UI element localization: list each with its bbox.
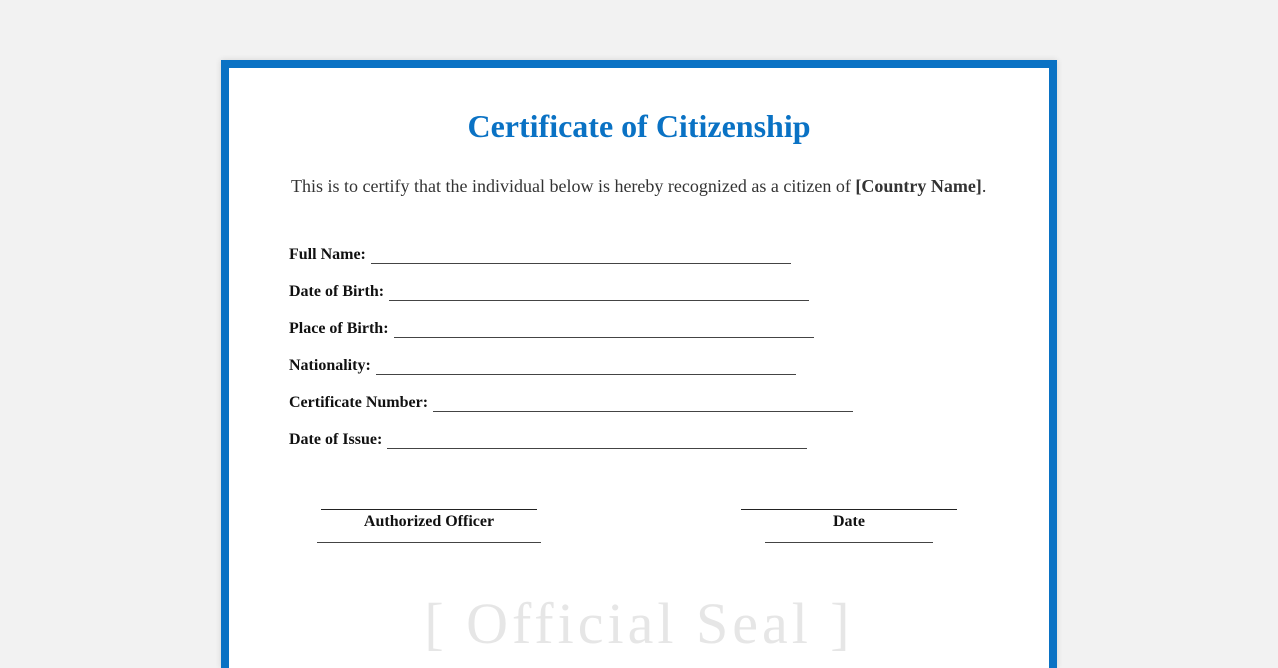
officer-name-line [317,542,541,543]
certificate-fields [289,228,853,450]
officer-label: Authorized Officer [363,513,495,530]
signature-date [741,509,957,543]
field-nationality [289,339,853,376]
certificate-intro [291,176,986,197]
field-full-name [289,228,853,265]
field-certificate-number [289,376,853,413]
date-label: Date [833,513,865,530]
field-date-of-issue [289,413,853,450]
signature-authorized-officer [317,509,541,543]
date-signature-line [741,509,957,510]
certificate-title: Certificate of Citizenship [467,108,811,144]
field-label-certificate-number: Certificate Number: [289,394,429,411]
full-name-line [371,263,791,264]
field-place-of-birth [289,302,853,339]
date-of-issue-line [387,448,807,449]
date-of-birth-line [389,300,809,301]
date-value-line [765,542,933,543]
field-label-nationality: Nationality: [289,357,371,374]
official-seal: [ Official Seal ] [424,591,854,656]
field-label-place-of-birth: Place of Birth: [289,320,389,337]
certificate [221,60,1057,668]
certificate-number-line [433,411,853,412]
nationality-line [376,374,796,375]
country-name: [Country Name] [855,176,982,196]
field-label-full-name: Full Name: [289,246,366,263]
field-label-date-of-birth: Date of Birth: [289,283,385,300]
field-label-date-of-issue: Date of Issue: [289,431,383,448]
intro-text: This is to certify that the individual below is hereby recognized as a citizen of [291,176,856,196]
place-of-birth-line [394,337,814,338]
intro-suffix: . [981,176,987,196]
field-date-of-birth [289,265,853,302]
officer-signature-line [321,509,537,510]
